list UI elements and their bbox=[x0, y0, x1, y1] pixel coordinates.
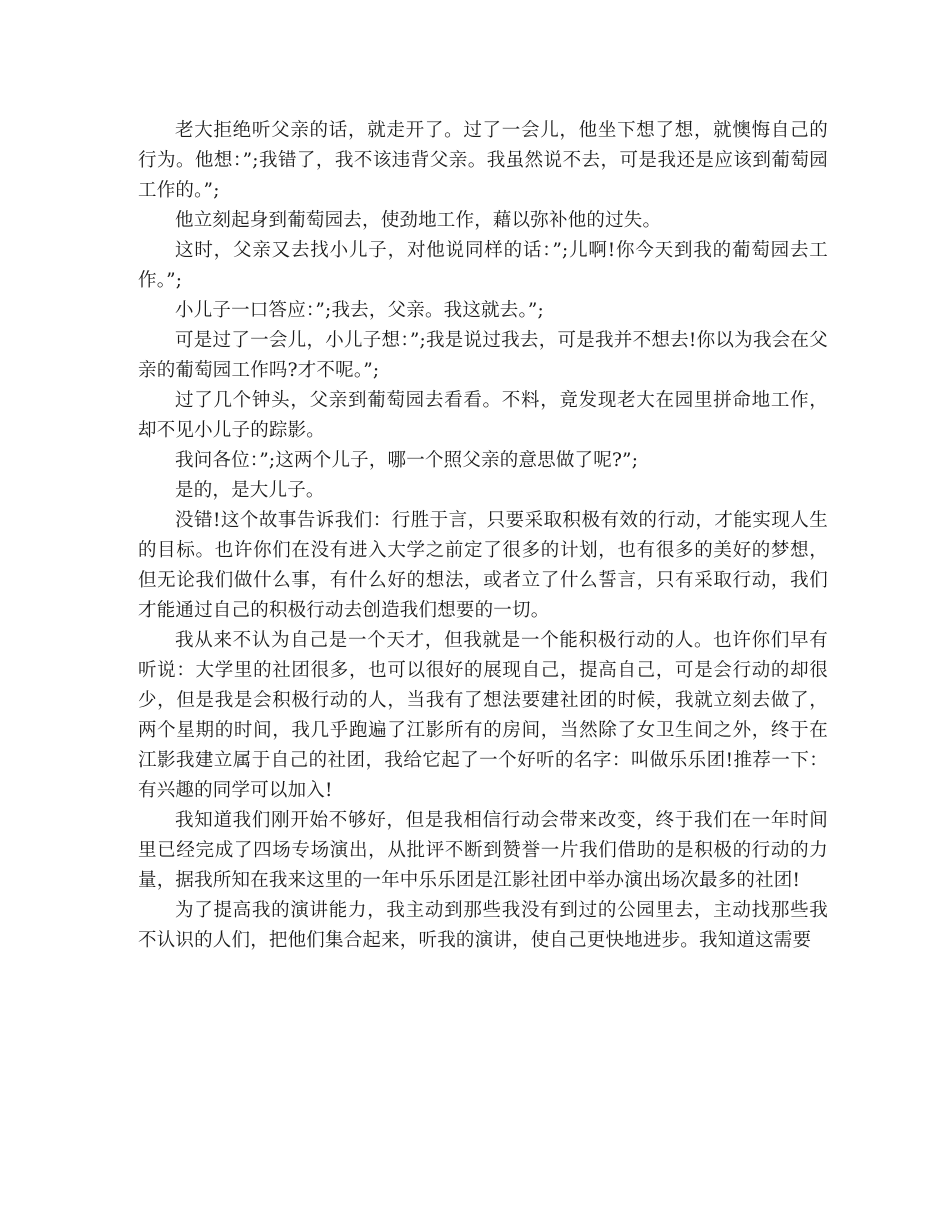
paragraph: 是的，是大儿子。 bbox=[175, 480, 325, 501]
paragraph: 我知道我们刚开始不够好，但是我相信行动会带来改变，终于我们在一年时间里已经完成了四场专场演出，从批评不断到赞誉一片我们借助的是积极的行动的力量，据我所知在我来这里的一年中乐乐团是江影社团中举办演出场次最多的社团! bbox=[138, 810, 828, 891]
paragraph: 为了提高我的演讲能力，我主动到那些我没有到过的公园里去，主动找那些我不认识的人们，把他们集合起来，听我的演讲，使自己更快地进步。我知道这需要 bbox=[138, 900, 828, 951]
paragraph: 我问各位：”;这两个儿子，哪一个照父亲的意思做了呢?”; bbox=[175, 450, 639, 471]
document-body bbox=[138, 116, 828, 956]
paragraph: 老大拒绝听父亲的话，就走开了。过了一会儿，他坐下想了想，就懊悔自己的行为。他想：”;我错了，我不该违背父亲。我虽然说不去，可是我还是应该到葡萄园工作的。”; bbox=[138, 120, 828, 201]
paragraph: 可是过了一会儿，小儿子想：”;我是说过我去，可是我并不想去!你以为我会在父亲的葡萄园工作吗?才不呢。”; bbox=[138, 330, 828, 381]
paragraph: 这时，父亲又去找小儿子，对他说同样的话：”;儿啊!你今天到我的葡萄园去工作。”; bbox=[138, 240, 828, 291]
paragraph: 没错!这个故事告诉我们：行胜于言，只要采取积极有效的行动，才能实现人生的目标。也许你们在没有进入大学之前定了很多的计划，也有很多的美好的梦想，但无论我们做什么事，有什么好的想法，或者立了什么誓言，只有采取行动，我们才能通过自己的积极行动去创造我们想要的一切。 bbox=[138, 510, 828, 621]
paragraph: 我从来不认为自己是一个天才，但我就是一个能积极行动的人。也许你们早有听说：大学里的社团很多，也可以很好的展现自己，提高自己，可是会行动的却很少，但是我是会积极行动的人，当我有了想法要建社团的时候，我就立刻去做了，两个星期的时间，我几乎跑遍了江影所有的房间，当然除了女卫生间之外，终于在江影我建立属于自己的社团，我给它起了一个好听的名字：叫做乐乐团!推荐一下：有兴趣的同学可以加入! bbox=[138, 630, 828, 801]
paragraph: 小儿子一口答应：”;我去，父亲。我这就去。”; bbox=[175, 300, 544, 321]
paragraph: 他立刻起身到葡萄园去，使劲地工作，藉以弥补他的过失。 bbox=[175, 210, 662, 231]
paragraph: 过了几个钟头，父亲到葡萄园去看看。不料，竟发现老大在园里拼命地工作，却不见小儿子的踪影。 bbox=[138, 390, 828, 441]
